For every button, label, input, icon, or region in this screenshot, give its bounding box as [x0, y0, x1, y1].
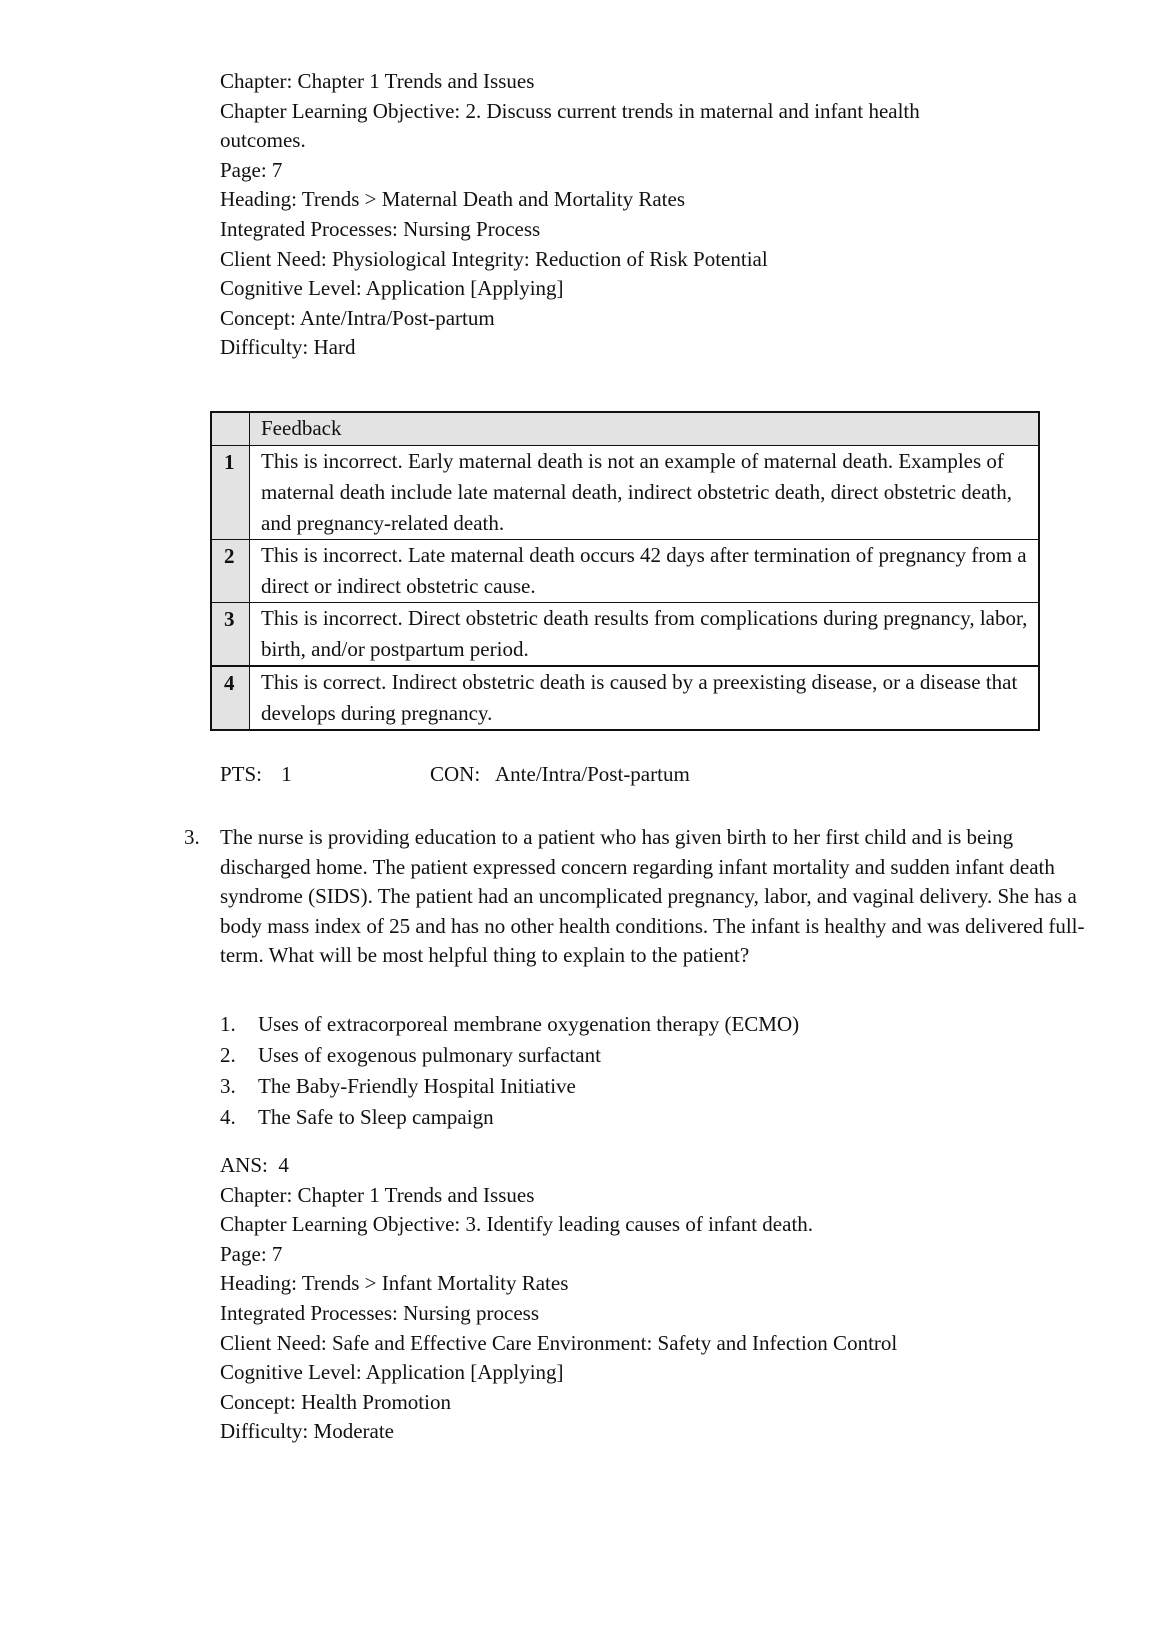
feedback-header-cell: Feedback	[250, 412, 1040, 446]
feedback-header-num-cell	[211, 412, 250, 446]
feedback-row-text: This is incorrect. Direct obstetric death results from complications during pregnancy, labor, birth, and/or postpartum period.	[250, 603, 1040, 667]
option-text: The Safe to Sleep campaign	[258, 1105, 494, 1129]
answer-options-list	[220, 1010, 799, 1134]
points-concept-line	[220, 760, 690, 790]
answer-option	[220, 1041, 799, 1072]
feedback-row-text: This is correct. Indirect obstetric death is caused by a preexisting disease, or a disease that develops during pregnancy.	[250, 666, 1040, 730]
pts-value: 1	[281, 762, 292, 786]
option-text: Uses of exogenous pulmonary surfactant	[258, 1043, 601, 1067]
con-value: Ante/Intra/Post-partum	[495, 762, 690, 786]
meta-chapter: Chapter: Chapter 1 Trends and Issues	[220, 69, 535, 93]
feedback-row-number: 2	[211, 540, 250, 603]
question-3	[184, 823, 1094, 971]
meta-chapter: Chapter: Chapter 1 Trends and Issues	[220, 1182, 535, 1207]
meta-heading: Heading: Trends > Maternal Death and Mortality Rates	[220, 187, 686, 212]
con-label: CON:	[430, 762, 481, 786]
pts-label: PTS:	[220, 762, 263, 786]
answer-option	[220, 1103, 799, 1134]
meta-cognitive-level: Cognitive Level: Application [Applying]	[220, 1360, 564, 1385]
table-row	[211, 540, 1039, 603]
question-stem: The nurse is providing education to a patient who has given birth to her first child and is being discharged home. The patient expressed concern regarding infant mortality and sudden infant death syndrome (SIDS). The patient had an uncomplicated pregnancy, labor, and vaginal delivery. She has a body mass index of 25 and has no other health conditions. The infant is healthy and was delivered full-term. What will be most helpful thing to explain to the patient?	[220, 825, 1085, 968]
answer-option	[220, 1010, 799, 1041]
option-number: 4.	[220, 1105, 236, 1129]
option-text: The Baby-Friendly Hospital Initiative	[258, 1074, 576, 1098]
meta-page: Page: 7	[220, 1241, 283, 1266]
meta-learning-objective: Chapter Learning Objective: 3. Identify leading causes of infant death.	[220, 1212, 814, 1237]
table-row	[211, 446, 1039, 540]
meta-page: Page: 7	[220, 157, 283, 182]
previous-question-metadata	[220, 67, 1020, 363]
option-number: 1.	[220, 1012, 236, 1036]
meta-integrated-processes: Integrated Processes: Nursing Process	[220, 216, 541, 241]
meta-cognitive-level: Cognitive Level: Application [Applying]	[220, 276, 564, 301]
feedback-row-number: 3	[211, 603, 250, 667]
meta-client-need: Client Need: Safe and Effective Care Environment: Safety and Infection Control	[220, 1330, 898, 1355]
option-number: 3.	[220, 1074, 236, 1098]
question-3-metadata	[220, 1151, 1020, 1447]
feedback-row-text: This is incorrect. Late maternal death occurs 42 days after termination of pregnancy from a direct or indirect obstetric cause.	[250, 540, 1040, 603]
table-row	[211, 666, 1039, 730]
meta-heading: Heading: Trends > Infant Mortality Rates	[220, 1271, 569, 1296]
meta-learning-objective: Chapter Learning Objective: 2. Discuss current trends in maternal and infant health outcomes.	[220, 98, 920, 153]
feedback-table	[210, 411, 1040, 731]
feedback-row-text: This is incorrect. Early maternal death is not an example of maternal death. Examples of maternal death include late maternal death, indirect obstetric death, direct obstetric death, and pregnancy-related death.	[250, 446, 1040, 540]
meta-client-need: Client Need: Physiological Integrity: Reduction of Risk Potential	[220, 246, 768, 271]
feedback-row-number: 1	[211, 446, 250, 540]
feedback-table-header-row	[211, 412, 1039, 446]
option-text: Uses of extracorporeal membrane oxygenation therapy (ECMO)	[258, 1012, 800, 1036]
meta-concept: Concept: Ante/Intra/Post-partum	[220, 305, 495, 330]
answer-option	[220, 1072, 799, 1103]
meta-difficulty: Difficulty: Hard	[220, 335, 356, 360]
meta-difficulty: Difficulty: Moderate	[220, 1419, 394, 1444]
option-number: 2.	[220, 1043, 236, 1067]
table-row	[211, 603, 1039, 667]
meta-integrated-processes: Integrated Processes: Nursing process	[220, 1300, 539, 1325]
meta-concept: Concept: Health Promotion	[220, 1389, 451, 1414]
answer-line: ANS: 4	[220, 1153, 289, 1177]
feedback-row-number: 4	[211, 666, 250, 730]
question-number: 3.	[184, 825, 200, 849]
